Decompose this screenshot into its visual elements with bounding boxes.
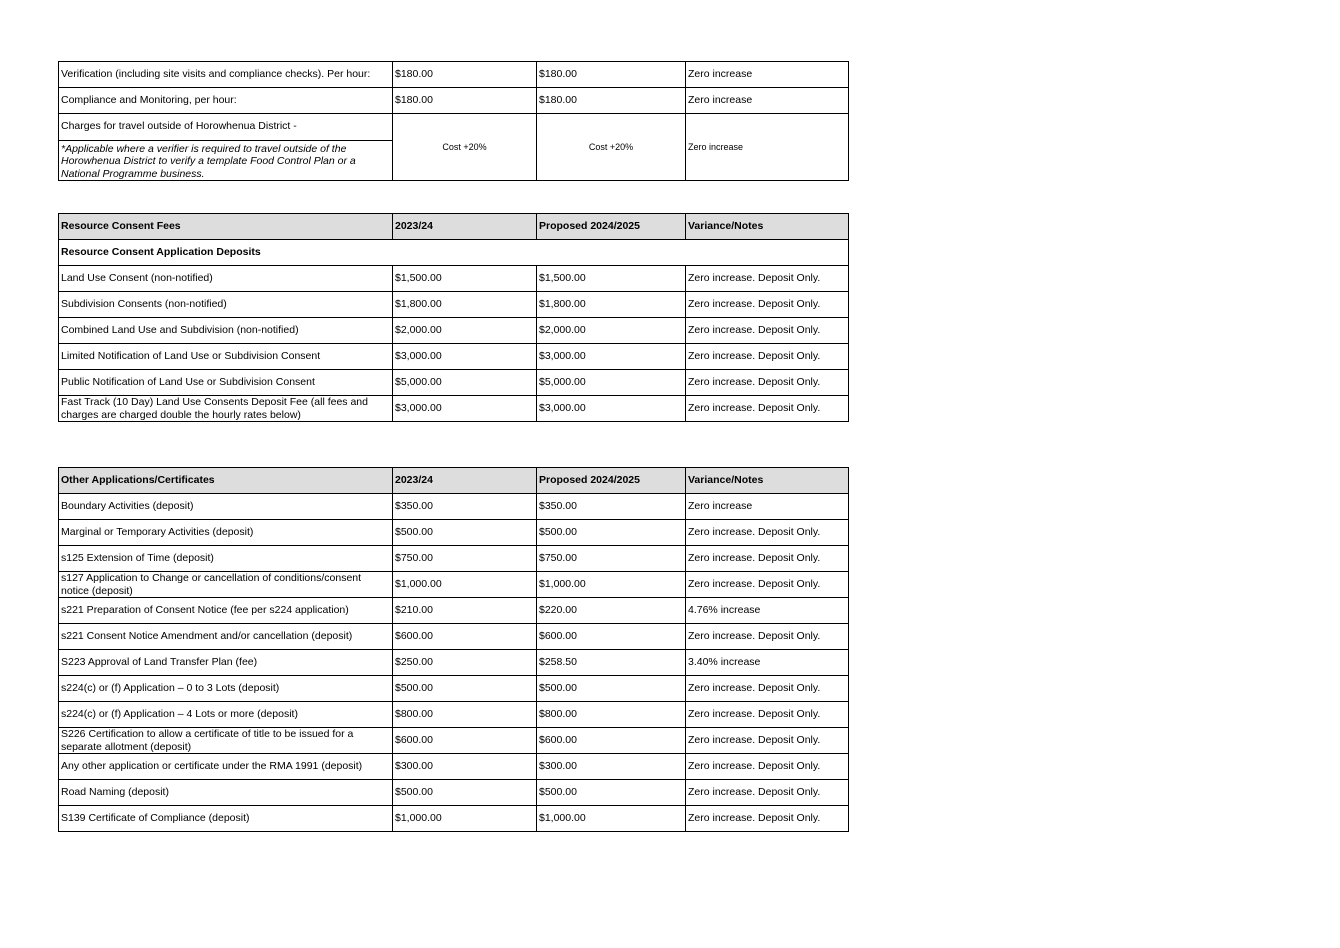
fee-2023-24-cell: $180.00 [393,62,537,88]
fee-proposed-cell: $5,000.00 [537,370,686,396]
table-row [59,396,849,422]
table-row [59,62,849,88]
fee-2023-24-cell: $600.00 [393,624,537,650]
header-item: Other Applications/Certificates [59,468,393,494]
table-row [59,370,849,396]
fee-2023-24-cell: $3,000.00 [393,396,537,422]
fee-proposed-cell: $750.00 [537,546,686,572]
table-row [59,292,849,318]
header-proposed: Proposed 2024/2025 [537,214,686,240]
travel-item-label: Charges for travel outside of Horowhenua District - [59,114,392,141]
variance-notes-cell: Zero increase. Deposit Only. [686,702,849,728]
table-row [59,728,849,754]
item-cell: S226 Certification to allow a certificate of title to be issued for a separate allotment (deposit) [59,728,393,754]
fee-2023-24-cell: $210.00 [393,598,537,624]
fee-proposed-cell: $500.00 [537,676,686,702]
variance-notes-cell: Zero increase. Deposit Only. [686,318,849,344]
resource-consent-fees-table [58,213,849,422]
fee-proposed-cell: $3,000.00 [537,344,686,370]
variance-notes-cell: Zero increase. Deposit Only. [686,266,849,292]
table-row [59,780,849,806]
fee-2023-24-cell: $300.00 [393,754,537,780]
fee-2023-24-cell: $500.00 [393,676,537,702]
fee-2023-24-cell: $1,800.00 [393,292,537,318]
variance-notes-cell: Zero increase [686,114,849,181]
fee-2023-24-cell: $750.00 [393,546,537,572]
fee-2023-24-cell: $2,000.00 [393,318,537,344]
variance-notes-cell: Zero increase. Deposit Only. [686,292,849,318]
fee-proposed-cell: $300.00 [537,754,686,780]
table-row [59,494,849,520]
table-row [59,806,849,832]
fee-2023-24-cell: $600.00 [393,728,537,754]
fee-proposed-cell: $500.00 [537,520,686,546]
fee-proposed-cell: $3,000.00 [537,396,686,422]
variance-notes-cell: Zero increase [686,88,849,114]
item-cell: S223 Approval of Land Transfer Plan (fee) [59,650,393,676]
variance-notes-cell: Zero increase. Deposit Only. [686,806,849,832]
variance-notes-cell: 4.76% increase [686,598,849,624]
item-cell: Combined Land Use and Subdivision (non-notified) [59,318,393,344]
variance-notes-cell: Zero increase. Deposit Only. [686,344,849,370]
item-cell: s224(c) or (f) Application – 0 to 3 Lots (deposit) [59,676,393,702]
table-row [59,572,849,598]
variance-notes-cell: Zero increase. Deposit Only. [686,370,849,396]
item-cell: Compliance and Monitoring, per hour: [59,88,393,114]
fee-proposed-cell: $350.00 [537,494,686,520]
fee-proposed-cell: $800.00 [537,702,686,728]
section-heading-row [59,240,849,266]
item-cell: Fast Track (10 Day) Land Use Consents Deposit Fee (all fees and charges are charged double the hourly rates below) [59,396,393,422]
item-cell: s224(c) or (f) Application – 4 Lots or more (deposit) [59,702,393,728]
table-row [59,88,849,114]
fee-2023-24-cell: $500.00 [393,520,537,546]
item-cell: Land Use Consent (non-notified) [59,266,393,292]
travel-item-cell [59,114,393,181]
fee-proposed-cell: $1,000.00 [537,806,686,832]
variance-notes-cell: Zero increase. Deposit Only. [686,572,849,598]
item-cell: Verification (including site visits and compliance checks). Per hour: [59,62,393,88]
variance-notes-cell: Zero increase. Deposit Only. [686,624,849,650]
table-row [59,546,849,572]
fee-proposed-cell: $180.00 [537,88,686,114]
item-cell: Subdivision Consents (non-notified) [59,292,393,318]
other-applications-table [58,467,849,832]
variance-notes-cell: Zero increase. Deposit Only. [686,520,849,546]
fee-proposed-cell: $600.00 [537,624,686,650]
section-heading: Resource Consent Application Deposits [59,240,849,266]
fee-2023-24-cell: Cost +20% [393,114,537,181]
table-row [59,676,849,702]
fee-2023-24-cell: $350.00 [393,494,537,520]
table-row [59,266,849,292]
fee-proposed-cell: $180.00 [537,62,686,88]
variance-notes-cell: Zero increase. Deposit Only. [686,396,849,422]
fee-proposed-cell: $600.00 [537,728,686,754]
fee-proposed-cell: $1,500.00 [537,266,686,292]
variance-notes-cell: Zero increase [686,494,849,520]
fee-2023-24-cell: $500.00 [393,780,537,806]
header-2023-24: 2023/24 [393,468,537,494]
item-cell: s125 Extension of Time (deposit) [59,546,393,572]
variance-notes-cell: Zero increase. Deposit Only. [686,676,849,702]
table-row [59,318,849,344]
item-cell: s221 Preparation of Consent Notice (fee per s224 application) [59,598,393,624]
fee-2023-24-cell: $250.00 [393,650,537,676]
fee-2023-24-cell: $1,500.00 [393,266,537,292]
fee-proposed-cell: $1,800.00 [537,292,686,318]
item-cell: Any other application or certificate under the RMA 1991 (deposit) [59,754,393,780]
header-variance-notes: Variance/Notes [686,214,849,240]
item-cell: Road Naming (deposit) [59,780,393,806]
fee-proposed-cell: $2,000.00 [537,318,686,344]
table-header-row [59,468,849,494]
item-cell: Public Notification of Land Use or Subdivision Consent [59,370,393,396]
header-variance-notes: Variance/Notes [686,468,849,494]
travel-charges-row [59,114,849,181]
verification-fees-table [58,61,849,181]
table-row [59,344,849,370]
table-row [59,598,849,624]
item-cell: s127 Application to Change or cancellation of conditions/consent notice (deposit) [59,572,393,598]
item-cell: Boundary Activities (deposit) [59,494,393,520]
variance-notes-cell: Zero increase. Deposit Only. [686,546,849,572]
item-cell: Limited Notification of Land Use or Subdivision Consent [59,344,393,370]
table-row [59,754,849,780]
header-2023-24: 2023/24 [393,214,537,240]
table-row [59,650,849,676]
fee-proposed-cell: $1,000.00 [537,572,686,598]
header-item: Resource Consent Fees [59,214,393,240]
item-cell: Marginal or Temporary Activities (deposit) [59,520,393,546]
item-cell: S139 Certificate of Compliance (deposit) [59,806,393,832]
variance-notes-cell: Zero increase. Deposit Only. [686,780,849,806]
fee-proposed-cell: $258.50 [537,650,686,676]
table-header-row [59,214,849,240]
fee-proposed-cell: Cost +20% [537,114,686,181]
fee-proposed-cell: $220.00 [537,598,686,624]
table-row [59,624,849,650]
variance-notes-cell: 3.40% increase [686,650,849,676]
table-row [59,520,849,546]
fee-2023-24-cell: $1,000.00 [393,806,537,832]
fee-2023-24-cell: $1,000.00 [393,572,537,598]
variance-notes-cell: Zero increase. Deposit Only. [686,728,849,754]
variance-notes-cell: Zero increase [686,62,849,88]
fee-proposed-cell: $500.00 [537,780,686,806]
fee-2023-24-cell: $180.00 [393,88,537,114]
fee-2023-24-cell: $800.00 [393,702,537,728]
fee-2023-24-cell: $3,000.00 [393,344,537,370]
travel-item-note: *Applicable where a verifier is required to travel outside of the Horowhenua District to verify a template Food Control Plan or a National Programme business. [61,142,356,180]
header-proposed: Proposed 2024/2025 [537,468,686,494]
fee-2023-24-cell: $5,000.00 [393,370,537,396]
item-cell: s221 Consent Notice Amendment and/or cancellation (deposit) [59,624,393,650]
table-row [59,702,849,728]
variance-notes-cell: Zero increase. Deposit Only. [686,754,849,780]
